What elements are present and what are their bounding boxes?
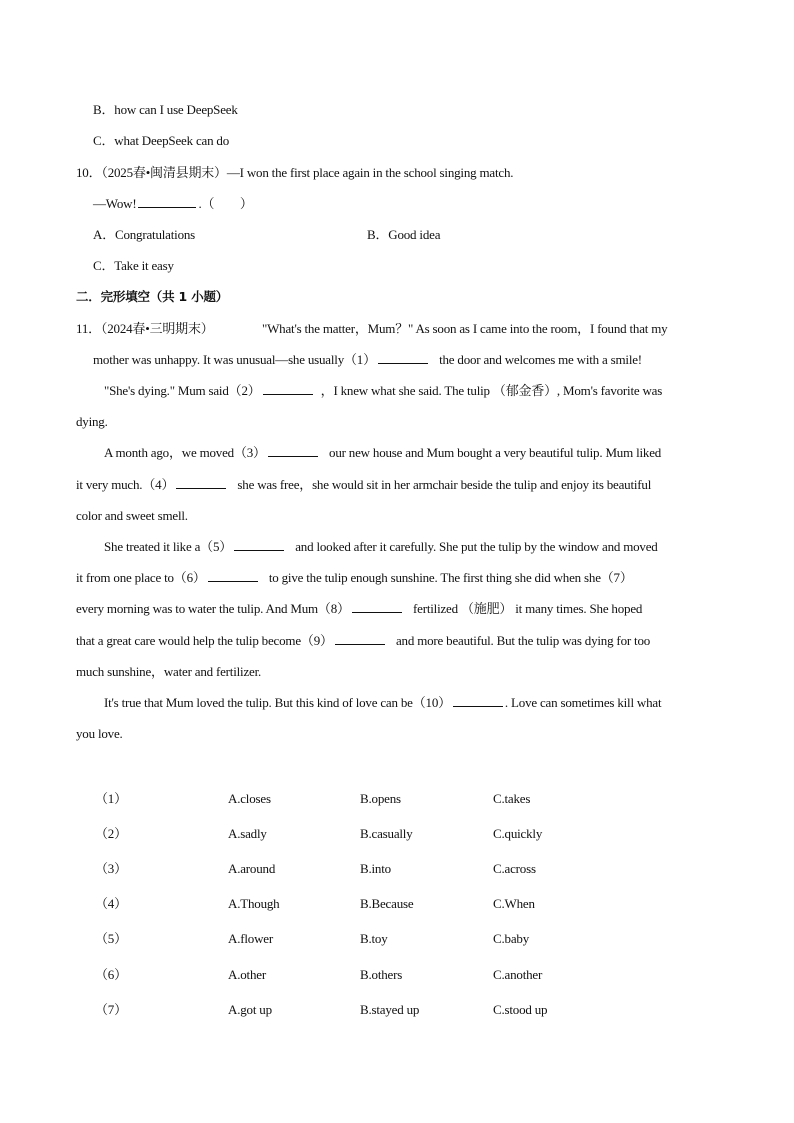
q11-line-8-text-b: and looked after it carefully. She put the tulip by the window and moved [295, 539, 658, 554]
q9-option-b: B．how can I use DeepSeek [93, 102, 238, 117]
option-a: A.closes [228, 791, 271, 806]
option-b: B.stayed up [360, 1002, 420, 1017]
q11-line-6-text-a: it very much.（4） [76, 477, 175, 492]
q11-blank-8 [352, 601, 402, 613]
option-a: A.got up [228, 1002, 272, 1017]
option-number: （2） [95, 826, 127, 841]
option-a: A.Though [228, 896, 280, 911]
option-number: （5） [95, 931, 127, 946]
q11-source: 11．（2024春•三明期末） [76, 321, 214, 336]
q11-line-3 [104, 383, 662, 399]
option-c: C.baby [493, 931, 529, 946]
option-row [0, 826, 794, 844]
q11-blank-4 [176, 477, 226, 489]
q11-blank-10 [453, 695, 503, 707]
q10-option-c: C．Take it easy [93, 258, 174, 273]
q10-reply-paren: .（ ） [198, 196, 253, 211]
q11-line-11-text-a: that a great care would help the tulip become（9） [76, 633, 333, 648]
q11-line-13-text-a: It's true that Mum loved the tulip. But this kind of love can be（10） [104, 695, 451, 710]
q11-line-11 [76, 633, 650, 649]
q11-line-5-text-a: A month ago，we moved（3） [104, 445, 266, 460]
q11-line-2-text-a: mother was unhappy. It was unusual—she usually（1） [93, 352, 376, 367]
q11-line-6 [76, 477, 651, 493]
q11-line-3-text-b: ，I knew what she said. The tulip （郁金香）, Mom's favorite was [320, 383, 663, 398]
q11-line-1: "What's the matter，Mum？" As soon as I came into the room，I found that my [262, 321, 668, 336]
q11-blank-3 [268, 445, 318, 457]
q11-line-9-text-a: it from one place to（6） [76, 570, 206, 585]
q10-reply [93, 196, 253, 212]
option-row [0, 896, 794, 914]
q11-line-8 [104, 539, 658, 555]
q11-line-13-text-b: . Love can sometimes kill what [504, 695, 662, 710]
option-c: C.When [493, 896, 535, 911]
q11-line-10 [76, 601, 642, 617]
option-row [0, 791, 794, 809]
option-b: B.opens [360, 791, 401, 806]
option-number: （6） [95, 967, 127, 982]
q10-stem: 10．（2025春•闽清县期末）—I won the first place again in the school singing match. [76, 165, 514, 180]
q11-line-2-text-b: the door and welcomes me with a smile! [439, 352, 642, 367]
option-b: B.into [360, 861, 391, 876]
option-a: A.sadly [228, 826, 267, 841]
option-b: B.casually [360, 826, 413, 841]
option-b: B.toy [360, 931, 388, 946]
q11-line-11-text-b: and more beautiful. But the tulip was dying for too [395, 633, 651, 648]
q11-line-5-text-b: our new house and Mum bought a very beautiful tulip. Mum liked [329, 445, 662, 460]
q11-line-8-text-a: She treated it like a（5） [104, 539, 233, 554]
q11-line-5 [104, 445, 661, 461]
q10-answer-blank [138, 196, 196, 208]
q11-blank-1 [378, 352, 428, 364]
option-c: C.takes [493, 791, 531, 806]
option-b: B.others [360, 967, 403, 982]
option-c: C.quickly [493, 826, 543, 841]
option-number: （4） [95, 896, 127, 911]
q10-reply-text: —Wow! [93, 196, 137, 211]
q11-line-4: dying. [76, 414, 108, 429]
option-b: B.Because [360, 896, 414, 911]
option-number: （3） [95, 861, 127, 876]
q11-line-6-text-b: she was free，she would sit in her armchair beside the tulip and enjoy its beautiful [237, 477, 652, 492]
section-heading-cloze: 二．完形填空（共 1 小题） [76, 289, 229, 304]
q9-option-c: C．what DeepSeek can do [93, 133, 230, 148]
option-row [0, 931, 794, 949]
q11-line-12: much sunshine，water and fertilizer. [76, 664, 262, 679]
q11-blank-9 [335, 633, 385, 645]
q10-option-a: A．Congratulations [93, 227, 196, 242]
option-c: C.stood up [493, 1002, 548, 1017]
option-a: A.flower [228, 931, 273, 946]
option-number: （7） [95, 1002, 127, 1017]
option-row [0, 967, 794, 985]
q11-line-14: you love. [76, 726, 123, 741]
q11-line-9 [76, 570, 633, 586]
q10-option-b: B．Good idea [367, 227, 441, 242]
q11-line-3-text-a: "She's dying." Mum said（2） [104, 383, 261, 398]
option-row [0, 1002, 794, 1020]
q11-line-10-text-b: fertilized （施肥） it many times. She hoped [413, 601, 643, 616]
q11-line-9-text-b: to give the tulip enough sunshine. The first thing she did when she（7） [268, 570, 633, 585]
q11-line-10-text-a: every morning was to water the tulip. And Mum（8） [76, 601, 350, 616]
option-c: C.across [493, 861, 536, 876]
q11-line-7: color and sweet smell. [76, 508, 188, 523]
option-number: （1） [95, 791, 127, 806]
q11-blank-5 [234, 539, 284, 551]
option-a: A.around [228, 861, 276, 876]
option-c: C.another [493, 967, 543, 982]
option-a: A.other [228, 967, 266, 982]
q11-line-2 [93, 352, 642, 368]
q11-blank-2 [263, 383, 313, 395]
q11-line-13 [104, 695, 661, 711]
q11-blank-6 [208, 570, 258, 582]
option-row [0, 861, 794, 879]
